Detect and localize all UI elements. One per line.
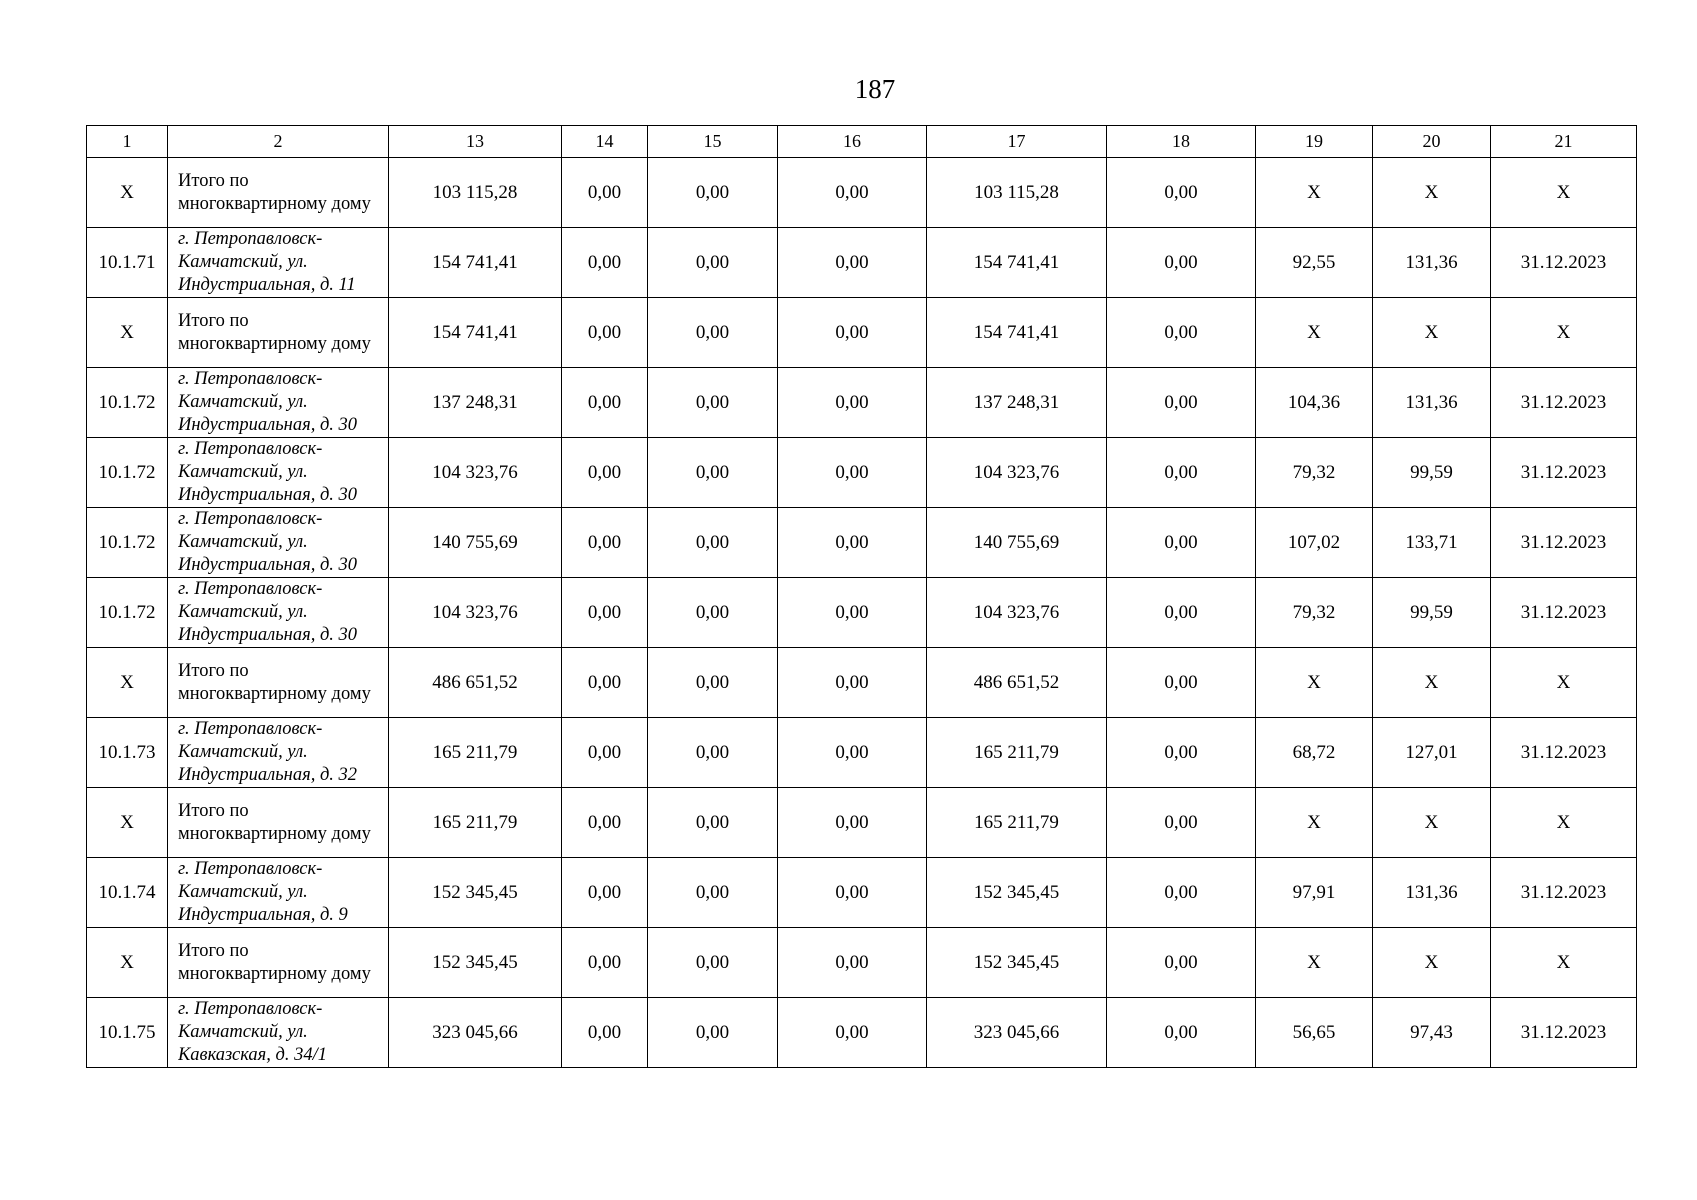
fund-cell: 0,00 bbox=[562, 368, 648, 438]
cost-total-cell: 152 345,45 bbox=[389, 928, 562, 998]
row-number-cell: X bbox=[87, 788, 168, 858]
cost-total-cell: 104 323,76 bbox=[389, 438, 562, 508]
header-row bbox=[87, 126, 1637, 158]
fund-cell: 0,00 bbox=[562, 648, 648, 718]
unit-cost-cell: X bbox=[1256, 928, 1373, 998]
budget-cell: 0,00 bbox=[648, 368, 778, 438]
deadline-cell: 31.12.2023 bbox=[1491, 368, 1637, 438]
unit-cost-cell: 79,32 bbox=[1256, 578, 1373, 648]
address-cell bbox=[168, 858, 389, 928]
house-row bbox=[87, 578, 1637, 648]
budget-cell: 0,00 bbox=[648, 998, 778, 1068]
owners-funds-cell: 140 755,69 bbox=[927, 508, 1107, 578]
address-text: г. Петропавловск-Камчатский, ул. Кавказская, д. 34/1 bbox=[178, 999, 327, 1065]
address-cell bbox=[168, 298, 389, 368]
address-cell bbox=[168, 788, 389, 858]
owners-funds-cell: 104 323,76 bbox=[927, 578, 1107, 648]
address-cell bbox=[168, 928, 389, 998]
other-funds-cell: 0,00 bbox=[1107, 298, 1256, 368]
row-number-cell: X bbox=[87, 648, 168, 718]
budget-cell: 0,00 bbox=[648, 158, 778, 228]
address-cell bbox=[168, 998, 389, 1068]
row-number-cell: 10.1.72 bbox=[87, 438, 168, 508]
column-header: 1 bbox=[87, 126, 168, 158]
unit-cost-cell: 79,32 bbox=[1256, 438, 1373, 508]
other-funds-cell: 0,00 bbox=[1107, 858, 1256, 928]
fund-cell: 0,00 bbox=[562, 438, 648, 508]
address-text: г. Петропавловск-Камчатский, ул. Индустриальная, д. 30 bbox=[178, 369, 358, 435]
local-budget-cell: 0,00 bbox=[778, 368, 927, 438]
address-text: Итого по многоквартирному дому bbox=[178, 660, 371, 704]
unit-cost-cell: 56,65 bbox=[1256, 998, 1373, 1068]
other-funds-cell: 0,00 bbox=[1107, 228, 1256, 298]
deadline-cell: X bbox=[1491, 158, 1637, 228]
local-budget-cell: 0,00 bbox=[778, 788, 927, 858]
deadline-cell: 31.12.2023 bbox=[1491, 438, 1637, 508]
deadline-cell: 31.12.2023 bbox=[1491, 508, 1637, 578]
table-body bbox=[87, 158, 1637, 1068]
limit-cost-cell: 131,36 bbox=[1373, 228, 1491, 298]
page-number: 187 bbox=[854, 74, 896, 104]
budget-cell: 0,00 bbox=[648, 928, 778, 998]
cost-total-cell: 165 211,79 bbox=[389, 718, 562, 788]
deadline-cell: 31.12.2023 bbox=[1491, 228, 1637, 298]
row-number-cell: X bbox=[87, 298, 168, 368]
address-cell bbox=[168, 438, 389, 508]
limit-cost-cell: X bbox=[1373, 298, 1491, 368]
budget-cell: 0,00 bbox=[648, 228, 778, 298]
fund-cell: 0,00 bbox=[562, 858, 648, 928]
owners-funds-cell: 323 045,66 bbox=[927, 998, 1107, 1068]
row-number-cell: 10.1.71 bbox=[87, 228, 168, 298]
unit-cost-cell: 68,72 bbox=[1256, 718, 1373, 788]
unit-cost-cell: X bbox=[1256, 788, 1373, 858]
address-text: Итого по многоквартирному дому bbox=[178, 800, 371, 844]
address-cell bbox=[168, 508, 389, 578]
other-funds-cell: 0,00 bbox=[1107, 648, 1256, 718]
column-header: 20 bbox=[1373, 126, 1491, 158]
column-header: 2 bbox=[168, 126, 389, 158]
address-cell bbox=[168, 158, 389, 228]
address-text: г. Петропавловск-Камчатский, ул. Индустриальная, д. 30 bbox=[178, 439, 358, 505]
other-funds-cell: 0,00 bbox=[1107, 578, 1256, 648]
cost-total-cell: 165 211,79 bbox=[389, 788, 562, 858]
row-number-cell: X bbox=[87, 928, 168, 998]
limit-cost-cell: 131,36 bbox=[1373, 858, 1491, 928]
deadline-cell: 31.12.2023 bbox=[1491, 998, 1637, 1068]
fund-cell: 0,00 bbox=[562, 158, 648, 228]
local-budget-cell: 0,00 bbox=[778, 228, 927, 298]
limit-cost-cell: 99,59 bbox=[1373, 438, 1491, 508]
unit-cost-cell: 97,91 bbox=[1256, 858, 1373, 928]
total-row bbox=[87, 298, 1637, 368]
row-number-cell: 10.1.75 bbox=[87, 998, 168, 1068]
address-text: Итого по многоквартирному дому bbox=[178, 940, 371, 984]
limit-cost-cell: X bbox=[1373, 648, 1491, 718]
owners-funds-cell: 152 345,45 bbox=[927, 858, 1107, 928]
other-funds-cell: 0,00 bbox=[1107, 928, 1256, 998]
column-header: 14 bbox=[562, 126, 648, 158]
house-row bbox=[87, 858, 1637, 928]
address-cell bbox=[168, 718, 389, 788]
budget-cell: 0,00 bbox=[648, 718, 778, 788]
cost-total-cell: 152 345,45 bbox=[389, 858, 562, 928]
column-header: 17 bbox=[927, 126, 1107, 158]
local-budget-cell: 0,00 bbox=[778, 158, 927, 228]
row-number-cell: 10.1.74 bbox=[87, 858, 168, 928]
address-text: г. Петропавловск-Камчатский, ул. Индустриальная, д. 30 bbox=[178, 579, 358, 645]
address-text: г. Петропавловск-Камчатский, ул. Индустриальная, д. 11 bbox=[178, 229, 356, 295]
total-row bbox=[87, 788, 1637, 858]
column-header: 18 bbox=[1107, 126, 1256, 158]
house-row bbox=[87, 368, 1637, 438]
local-budget-cell: 0,00 bbox=[778, 578, 927, 648]
address-cell bbox=[168, 578, 389, 648]
local-budget-cell: 0,00 bbox=[778, 858, 927, 928]
column-header: 15 bbox=[648, 126, 778, 158]
fund-cell: 0,00 bbox=[562, 928, 648, 998]
cost-total-cell: 137 248,31 bbox=[389, 368, 562, 438]
limit-cost-cell: X bbox=[1373, 788, 1491, 858]
address-text: Итого по многоквартирному дому bbox=[178, 170, 371, 214]
limit-cost-cell: 131,36 bbox=[1373, 368, 1491, 438]
column-header: 16 bbox=[778, 126, 927, 158]
deadline-cell: 31.12.2023 bbox=[1491, 858, 1637, 928]
deadline-cell: X bbox=[1491, 788, 1637, 858]
cost-total-cell: 104 323,76 bbox=[389, 578, 562, 648]
other-funds-cell: 0,00 bbox=[1107, 438, 1256, 508]
other-funds-cell: 0,00 bbox=[1107, 718, 1256, 788]
address-cell bbox=[168, 368, 389, 438]
address-cell bbox=[168, 228, 389, 298]
cost-total-cell: 486 651,52 bbox=[389, 648, 562, 718]
limit-cost-cell: X bbox=[1373, 928, 1491, 998]
owners-funds-cell: 137 248,31 bbox=[927, 368, 1107, 438]
budget-cell: 0,00 bbox=[648, 788, 778, 858]
cost-total-cell: 154 741,41 bbox=[389, 228, 562, 298]
house-row bbox=[87, 508, 1637, 578]
unit-cost-cell: X bbox=[1256, 648, 1373, 718]
budget-cell: 0,00 bbox=[648, 298, 778, 368]
column-header: 21 bbox=[1491, 126, 1637, 158]
deadline-cell: X bbox=[1491, 928, 1637, 998]
budget-cell: 0,00 bbox=[648, 578, 778, 648]
other-funds-cell: 0,00 bbox=[1107, 788, 1256, 858]
total-row bbox=[87, 928, 1637, 998]
budget-cell: 0,00 bbox=[648, 648, 778, 718]
address-text: г. Петропавловск-Камчатский, ул. Индустриальная, д. 32 bbox=[178, 719, 358, 785]
budget-cell: 0,00 bbox=[648, 508, 778, 578]
deadline-cell: X bbox=[1491, 648, 1637, 718]
limit-cost-cell: X bbox=[1373, 158, 1491, 228]
unit-cost-cell: X bbox=[1256, 298, 1373, 368]
cost-total-cell: 154 741,41 bbox=[389, 298, 562, 368]
row-number-cell: 10.1.72 bbox=[87, 578, 168, 648]
other-funds-cell: 0,00 bbox=[1107, 368, 1256, 438]
local-budget-cell: 0,00 bbox=[778, 298, 927, 368]
cost-total-cell: 140 755,69 bbox=[389, 508, 562, 578]
unit-cost-cell: X bbox=[1256, 158, 1373, 228]
local-budget-cell: 0,00 bbox=[778, 438, 927, 508]
limit-cost-cell: 133,71 bbox=[1373, 508, 1491, 578]
budget-cell: 0,00 bbox=[648, 858, 778, 928]
house-row bbox=[87, 438, 1637, 508]
local-budget-cell: 0,00 bbox=[778, 508, 927, 578]
limit-cost-cell: 99,59 bbox=[1373, 578, 1491, 648]
address-text: Итого по многоквартирному дому bbox=[178, 310, 371, 354]
house-row bbox=[87, 718, 1637, 788]
address-text: г. Петропавловск-Камчатский, ул. Индустриальная, д. 9 bbox=[178, 859, 348, 925]
owners-funds-cell: 103 115,28 bbox=[927, 158, 1107, 228]
limit-cost-cell: 97,43 bbox=[1373, 998, 1491, 1068]
total-row bbox=[87, 648, 1637, 718]
deadline-cell: X bbox=[1491, 298, 1637, 368]
owners-funds-cell: 486 651,52 bbox=[927, 648, 1107, 718]
other-funds-cell: 0,00 bbox=[1107, 508, 1256, 578]
fund-cell: 0,00 bbox=[562, 228, 648, 298]
deadline-cell: 31.12.2023 bbox=[1491, 578, 1637, 648]
fund-cell: 0,00 bbox=[562, 788, 648, 858]
local-budget-cell: 0,00 bbox=[778, 998, 927, 1068]
table-header bbox=[87, 126, 1637, 158]
house-row bbox=[87, 998, 1637, 1068]
owners-funds-cell: 154 741,41 bbox=[927, 298, 1107, 368]
other-funds-cell: 0,00 bbox=[1107, 158, 1256, 228]
total-row bbox=[87, 158, 1637, 228]
address-cell bbox=[168, 648, 389, 718]
owners-funds-cell: 154 741,41 bbox=[927, 228, 1107, 298]
owners-funds-cell: 165 211,79 bbox=[927, 718, 1107, 788]
fund-cell: 0,00 bbox=[562, 298, 648, 368]
local-budget-cell: 0,00 bbox=[778, 648, 927, 718]
data-table bbox=[86, 125, 1637, 1068]
unit-cost-cell: 104,36 bbox=[1256, 368, 1373, 438]
row-number-cell: X bbox=[87, 158, 168, 228]
budget-cell: 0,00 bbox=[648, 438, 778, 508]
row-number-cell: 10.1.72 bbox=[87, 508, 168, 578]
owners-funds-cell: 104 323,76 bbox=[927, 438, 1107, 508]
house-row bbox=[87, 228, 1637, 298]
row-number-cell: 10.1.72 bbox=[87, 368, 168, 438]
fund-cell: 0,00 bbox=[562, 998, 648, 1068]
fund-cell: 0,00 bbox=[562, 578, 648, 648]
deadline-cell: 31.12.2023 bbox=[1491, 718, 1637, 788]
row-number-cell: 10.1.73 bbox=[87, 718, 168, 788]
fund-cell: 0,00 bbox=[562, 508, 648, 578]
unit-cost-cell: 92,55 bbox=[1256, 228, 1373, 298]
other-funds-cell: 0,00 bbox=[1107, 998, 1256, 1068]
cost-total-cell: 103 115,28 bbox=[389, 158, 562, 228]
owners-funds-cell: 165 211,79 bbox=[927, 788, 1107, 858]
address-text: г. Петропавловск-Камчатский, ул. Индустриальная, д. 30 bbox=[178, 509, 358, 575]
local-budget-cell: 0,00 bbox=[778, 928, 927, 998]
cost-total-cell: 323 045,66 bbox=[389, 998, 562, 1068]
column-header: 19 bbox=[1256, 126, 1373, 158]
unit-cost-cell: 107,02 bbox=[1256, 508, 1373, 578]
limit-cost-cell: 127,01 bbox=[1373, 718, 1491, 788]
fund-cell: 0,00 bbox=[562, 718, 648, 788]
local-budget-cell: 0,00 bbox=[778, 718, 927, 788]
column-header: 13 bbox=[389, 126, 562, 158]
owners-funds-cell: 152 345,45 bbox=[927, 928, 1107, 998]
